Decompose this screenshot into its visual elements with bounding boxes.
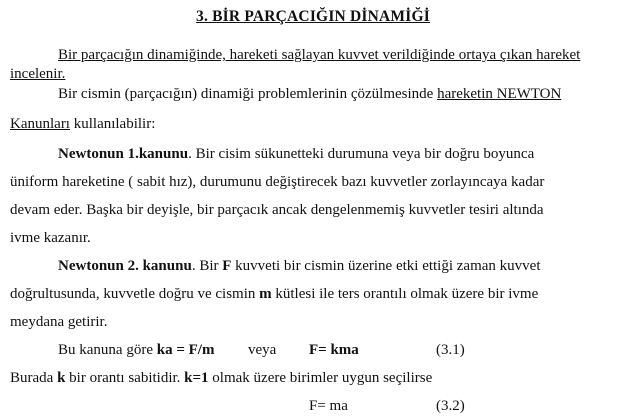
law1-line-1 <box>58 145 534 163</box>
k-symbol: k <box>57 370 66 386</box>
eq1-or: veya <box>248 342 277 358</box>
para2-text: Bir cismin (parçacığın) dinamiği problemlerinin çözülmesinde <box>58 86 438 102</box>
law1-heading: Newtonun 1.kanunu <box>58 146 189 162</box>
para2-text-end: kullanılabilir: <box>69 116 156 132</box>
law2-line-1 <box>58 257 540 275</box>
k-equals-one: k=1 <box>184 370 209 386</box>
intro-line-2: incelenir. <box>10 66 66 82</box>
intro-line-1: Bir parçacığın dinamiğinde, hareketi sağlayan kuvvet verildiğinde ortaya çıkan hareket <box>58 47 581 63</box>
para3-suffix: olmak üzere birimler uygun seçilirse <box>208 370 433 386</box>
law2-text-d: kütlesi ile ters orantılı olmak üzere bir ivme <box>271 286 539 302</box>
para3-line <box>10 369 432 387</box>
law2-text-a: . Bir <box>191 258 223 274</box>
para2-line-2 <box>10 115 155 133</box>
newton-laws-link-part2: Kanunları <box>10 116 70 132</box>
law1-line-4: ivme kazanır. <box>10 230 91 246</box>
para3-prefix: Burada <box>10 370 58 386</box>
law2-text-c: doğrultusunda, kuvvetle doğru ve cismin <box>10 286 260 302</box>
law1-line-3: devam eder. Başka bir deyişle, bir parçacık ancak dengelenmemiş kuvvetler tesiri altında <box>10 202 544 218</box>
para2-line-1 <box>58 85 561 103</box>
law2-line-2 <box>10 285 538 303</box>
law2-heading: Newtonun 2. kanunu <box>58 258 192 274</box>
newton-laws-link-part1: hareketin NEWTON <box>437 86 562 102</box>
eq1-prefix: Bu kanuna göre <box>58 342 157 358</box>
eq2-number: (3.2) <box>436 398 465 414</box>
eq1-expression-1: ka = F/m <box>156 342 215 358</box>
law1-line-2: üniform hareketine ( sabit hız), durumunu değiştirecek bazı kuvvetler zorlayıncaya kadar <box>10 174 545 190</box>
law1-text: . Bir cisim sükunetteki durumuna veya bir doğru boyunca <box>188 146 535 162</box>
eq1-number: (3.1) <box>436 342 465 358</box>
force-symbol: F <box>222 258 232 274</box>
eq1-line <box>58 341 214 359</box>
law2-text-b: kuvveti bir cismin üzerine etki ettiği zaman kuvvet <box>231 258 541 274</box>
eq2-expression: F= ma <box>309 398 348 414</box>
para3-middle: bir orantı sabitidir. <box>65 370 185 386</box>
law2-line-3: meydana getirir. <box>10 314 108 330</box>
mass-symbol: m <box>259 286 272 302</box>
section-title: 3. BİR PARÇACIĞIN DİNAMİĞİ <box>196 8 430 25</box>
eq1-expression-2: F= kma <box>309 342 359 358</box>
